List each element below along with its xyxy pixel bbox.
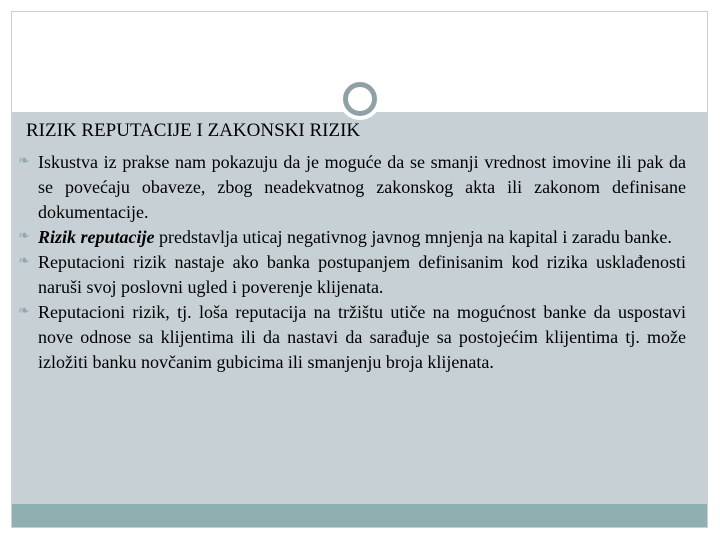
bullet-text: Reputacioni rizik, tj. loša reputacija na tržištu utiče na mogućnost banke da uspostavi nove odnose sa klijentima ili da nastavi da sarađuje sa postojećim klijentima tj. može izložiti banku novčanim gubicima ili smanjenju broja klijenata. <box>38 302 686 372</box>
bullet-text: Reputacioni rizik nastaje ako banka postupanjem definisanim kod rizika usklađenosti naruši svoj poslovni ugled i poverenje klijenata. <box>38 252 686 297</box>
leaf-bullet-icon: ❧ <box>18 154 30 169</box>
bullet-emphasis: Rizik reputacije <box>38 227 155 247</box>
slide-title: RIZIK REPUTACIJE I ZAKONSKI RIZIK <box>26 120 361 141</box>
bullet-text: predstavlja uticaj negativnog javnog mnjenja na kapital i zaradu banke. <box>154 227 672 247</box>
bullet-item <box>18 300 686 375</box>
circle-icon <box>339 78 381 120</box>
bullet-item <box>18 250 686 300</box>
bullet-item <box>18 150 686 225</box>
bullet-text: Iskustva iz prakse nam pokazuju da je moguće da se smanji vrednost imovine ili pak da se povećaju obaveze, zbog neadekvatnog zakonskog akta ili zakonom definisane dokumentacije. <box>38 152 686 222</box>
leaf-bullet-icon: ❧ <box>18 254 30 269</box>
leaf-bullet-icon: ❧ <box>18 229 30 244</box>
bullet-item <box>18 225 686 250</box>
footer-band <box>12 504 707 527</box>
bullet-list <box>18 150 686 375</box>
leaf-bullet-icon: ❧ <box>18 304 30 319</box>
